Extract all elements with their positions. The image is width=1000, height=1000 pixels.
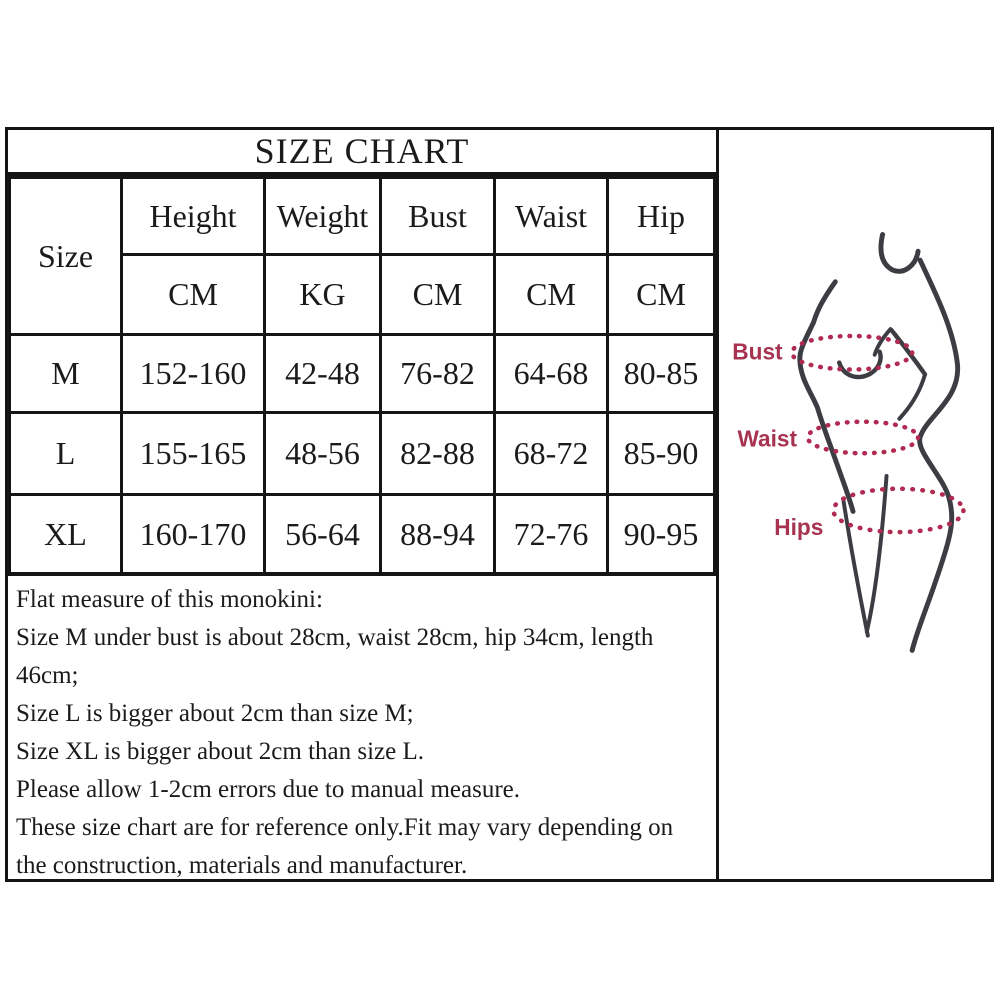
body-figure-panel xyxy=(719,130,991,879)
cell-bust: 76-82 xyxy=(381,335,495,413)
size-table xyxy=(8,176,716,575)
header-waist: Waist xyxy=(495,178,608,255)
bust-measure-dots xyxy=(792,336,912,370)
header-weight: Weight xyxy=(265,178,381,255)
size-label: XL xyxy=(10,495,122,574)
header-height: Height xyxy=(122,178,265,255)
body-figure-illustration xyxy=(719,130,991,879)
front-leg-line xyxy=(867,476,887,632)
chin-neck-line xyxy=(881,234,918,271)
cell-height: 152-160 xyxy=(122,335,265,413)
table-row-xl xyxy=(10,495,715,574)
size-chart-sheet xyxy=(5,127,994,882)
front-torso-line xyxy=(800,282,853,512)
unit-waist: CM xyxy=(495,255,608,335)
unit-height: CM xyxy=(122,255,265,335)
cell-waist: 64-68 xyxy=(495,335,608,413)
header-row-labels xyxy=(10,178,715,255)
table-row-l xyxy=(10,413,715,495)
cell-bust: 82-88 xyxy=(381,413,495,495)
upper-arm-line xyxy=(891,330,925,374)
size-label: L xyxy=(10,413,122,495)
header-bust: Bust xyxy=(381,178,495,255)
note-line: Size M under bust is about 28cm, waist 28cm, hip 34cm, length 46cm; xyxy=(16,624,654,689)
cell-waist: 72-76 xyxy=(495,495,608,574)
header-size: Size xyxy=(10,178,122,335)
forearm-line xyxy=(899,374,925,418)
inner-leg-line xyxy=(843,499,868,636)
measurement-notes xyxy=(8,575,716,885)
page-title: SIZE CHART xyxy=(8,130,716,176)
cell-bust: 88-94 xyxy=(381,495,495,574)
cell-hip: 90-95 xyxy=(608,495,715,574)
table-section xyxy=(8,130,719,879)
body-outline-sketch xyxy=(800,234,958,650)
cell-weight: 42-48 xyxy=(265,335,381,413)
bust-label: Bust xyxy=(732,338,783,365)
unit-weight: KG xyxy=(265,255,381,335)
cell-weight: 56-64 xyxy=(265,495,381,574)
note-line: Flat measure of this monokini: xyxy=(16,586,323,613)
hips-label: Hips xyxy=(774,514,824,541)
header-hip: Hip xyxy=(608,178,715,255)
unit-bust: CM xyxy=(381,255,495,335)
cell-height: 160-170 xyxy=(122,495,265,574)
note-line: Size L is bigger about 2cm than size M; xyxy=(16,700,414,727)
note-line: Size XL is bigger about 2cm than size L. xyxy=(16,738,424,765)
note-line: Please allow 1-2cm errors due to manual measure. xyxy=(16,776,520,803)
cell-waist: 68-72 xyxy=(495,413,608,495)
note-line: These size chart are for reference only.Fit may vary depending on the construction, materials and manufacturer. xyxy=(16,814,674,879)
cell-hip: 80-85 xyxy=(608,335,715,413)
table-row-m xyxy=(10,335,715,413)
size-label: M xyxy=(10,335,122,413)
arm-front-curve xyxy=(875,329,891,355)
back-line xyxy=(912,260,958,650)
cell-height: 155-165 xyxy=(122,413,265,495)
waist-label: Waist xyxy=(737,425,798,452)
cell-weight: 48-56 xyxy=(265,413,381,495)
unit-hip: CM xyxy=(608,255,715,335)
cell-hip: 85-90 xyxy=(608,413,715,495)
